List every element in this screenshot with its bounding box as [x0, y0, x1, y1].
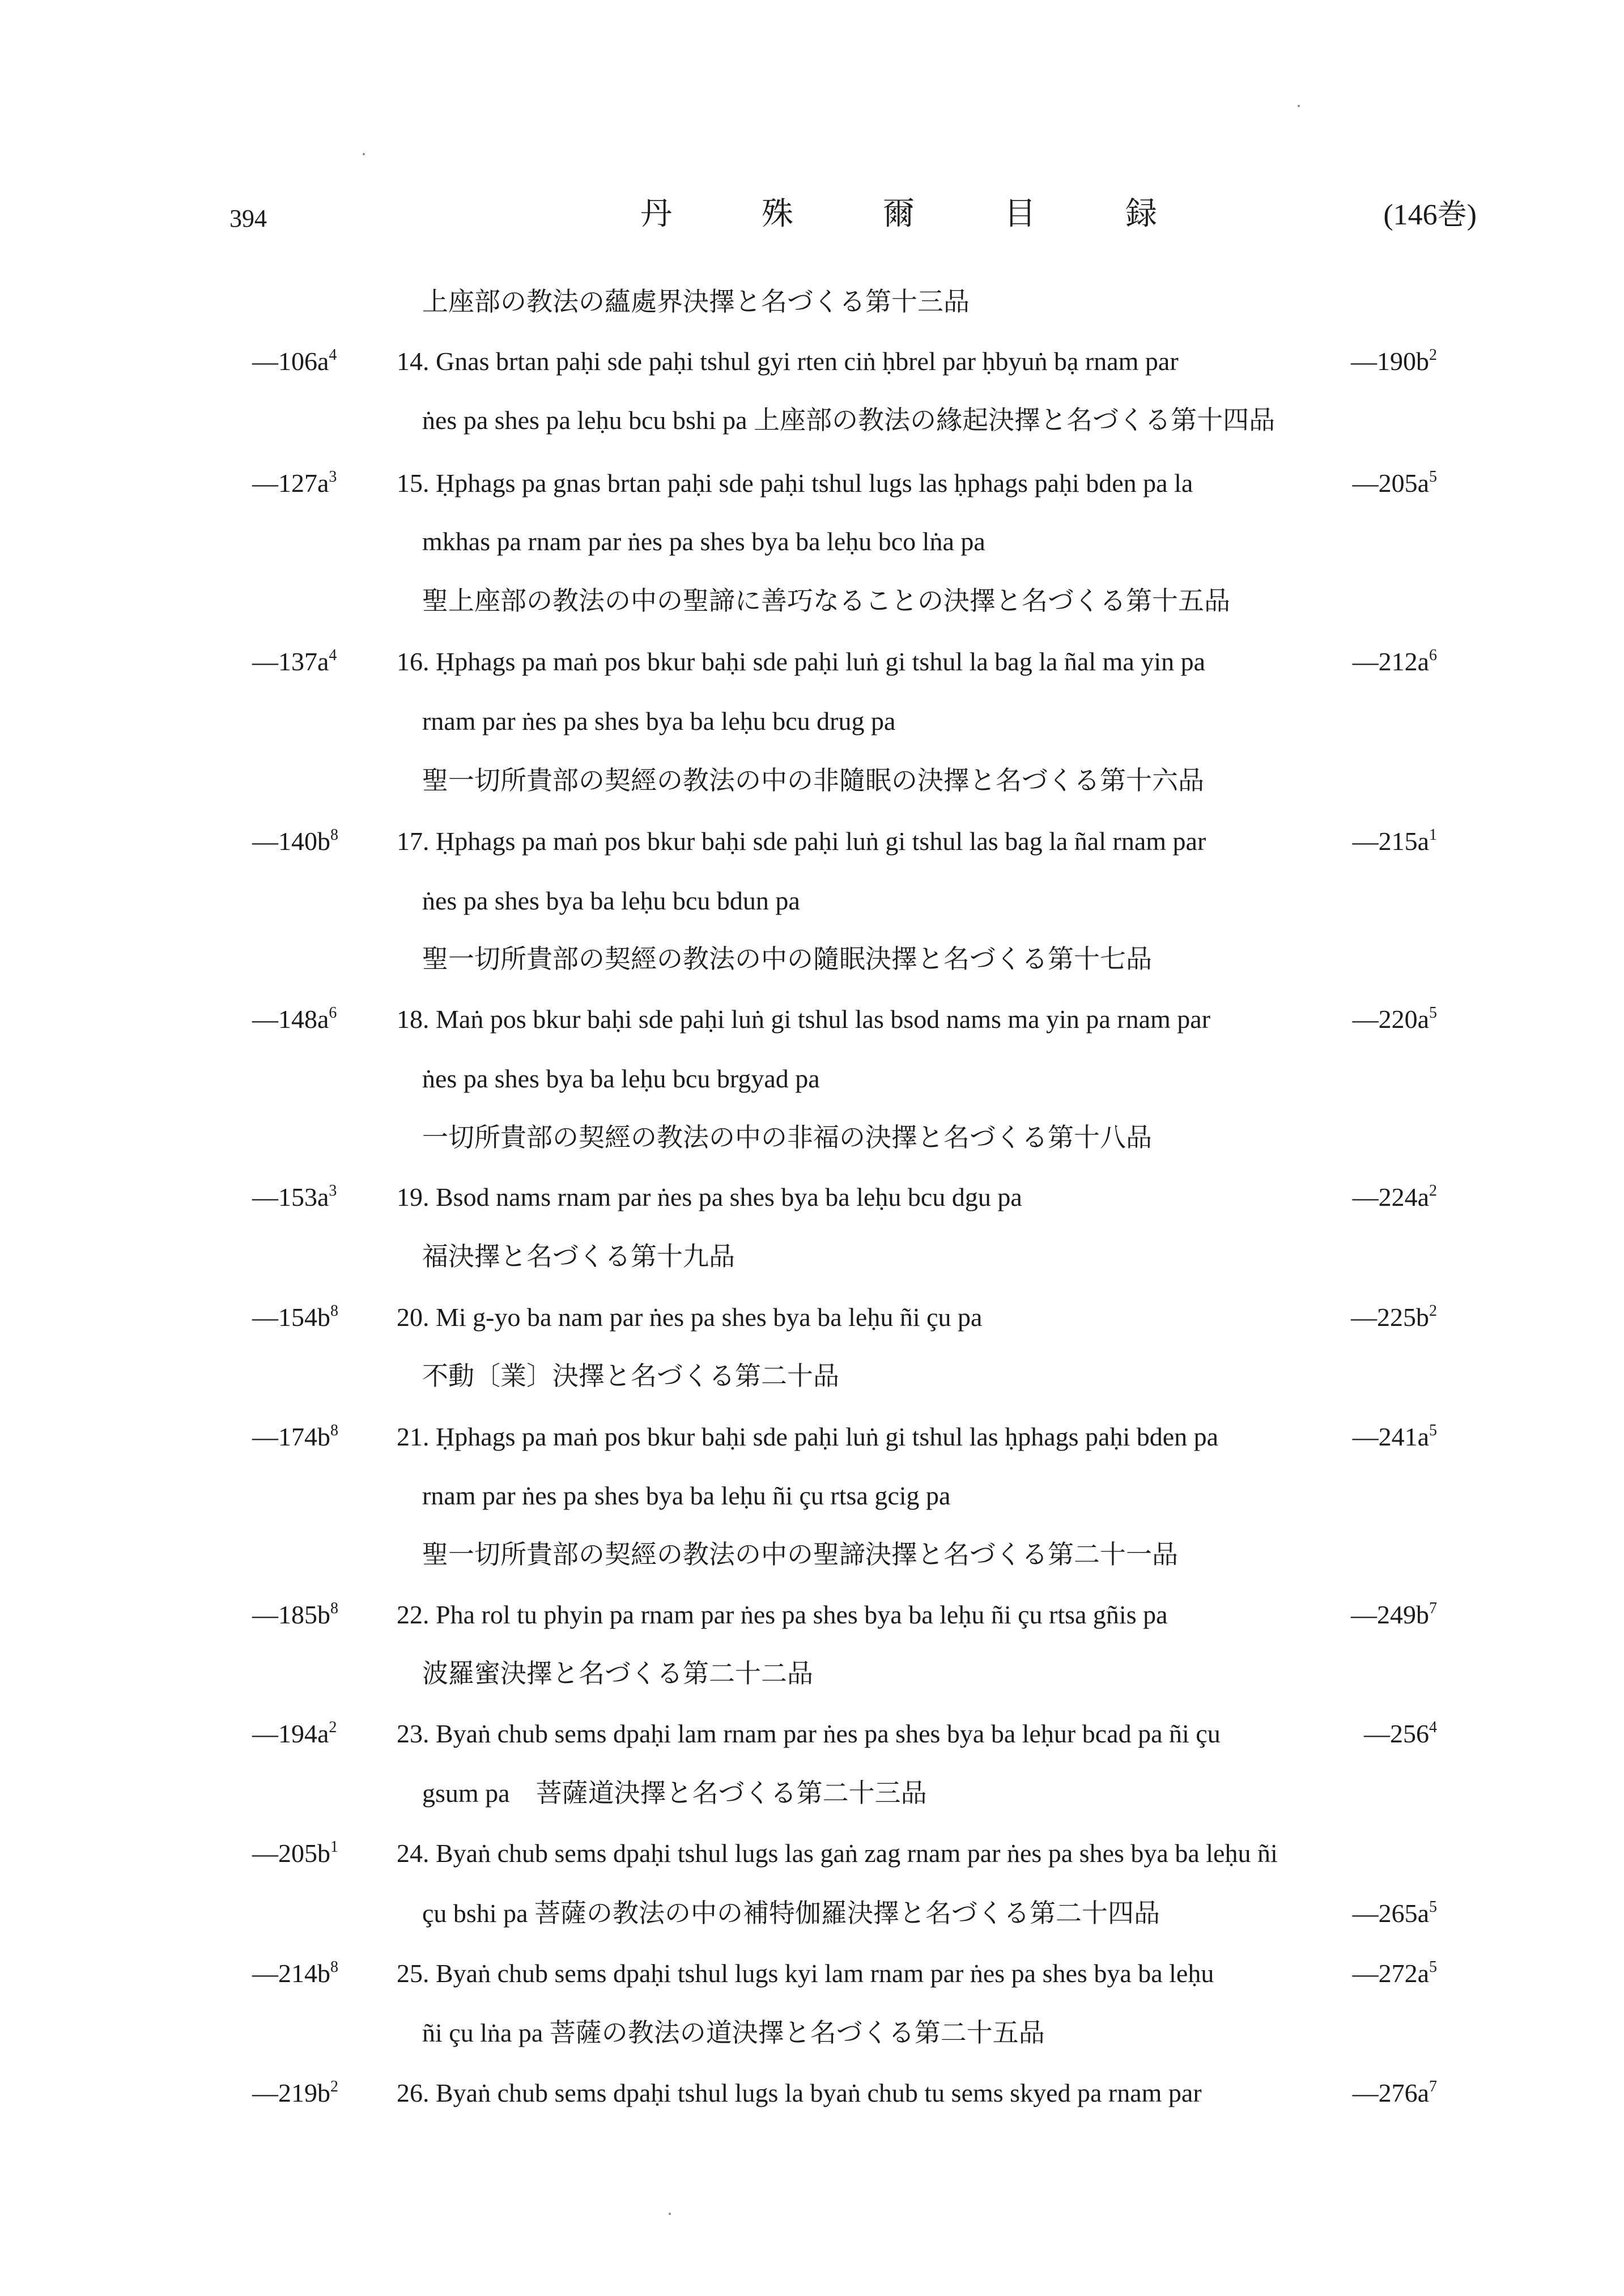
right-folio-ref: $—272a^5$	[1352, 1958, 1437, 1988]
catalog-line: ñi çu lṅa pa 菩薩の教法の道決擇と名づくる第二十五品	[422, 2018, 1045, 2047]
catalog-entry: 23. Byaṅ chub sems dpaḥi lam rnam par ṅes pa shes bya ba leḥur bcad pa ñi çu	[397, 1719, 1221, 1748]
left-folio-ref: $—205b^1$	[252, 1838, 338, 1868]
left-folio-ref: $—148a^6$	[252, 1004, 337, 1034]
right-folio-ref: $—265a^5$	[1352, 1898, 1437, 1928]
catalog-entry: 19. Bsod nams rnam par ṅes pa shes bya ba leḥu bcu dgu pa	[397, 1183, 1022, 1211]
right-folio-ref: $—241a^5$	[1352, 1422, 1437, 1451]
scan-speck	[363, 153, 365, 155]
page-number: 394	[229, 205, 267, 232]
right-folio-ref: $—212a^6$	[1352, 647, 1437, 676]
running-title: 丹 殊 爾 目 録	[640, 197, 1198, 232]
catalog-line: mkhas pa rnam par ṅes pa shes bya ba leḥu bco lṅa pa	[422, 527, 985, 556]
left-folio-ref: $—174b^8$	[252, 1422, 338, 1451]
catalog-entry: 24. Byaṅ chub sems dpaḥi tshul lugs las gaṅ zag rnam par ṅes pa shes bya ba leḥu ñi	[397, 1839, 1278, 1868]
catalog-line: rnam par ṅes pa shes bya ba leḥu bcu drug pa	[422, 707, 896, 735]
catalog-line: ṅes pa shes pa leḥu bcu bshi pa 上座部の教法の緣起決擇と名づくる第十四品	[422, 406, 1276, 435]
catalog-line: rnam par ṅes pa shes bya ba leḥu ñi çu rtsa gcig pa	[422, 1481, 951, 1510]
catalog-line: ṅes pa shes bya ba leḥu bcu bdun pa	[422, 886, 800, 915]
catalog-line: 一切所貴部の契經の教法の中の非福の決擇と名づくる第十八品	[422, 1123, 1152, 1152]
catalog-entry: 21. Ḥphags pa maṅ pos bkur baḥi sde paḥi luṅ gi tshul las ḥphags paḥi bden pa	[397, 1422, 1219, 1451]
right-folio-ref: $—249b^7$	[1351, 1600, 1437, 1629]
catalog-line: 聖上座部の教法の中の聖諦に善巧なることの決擇と名づくる第十五品	[422, 586, 1230, 615]
catalog-entry: 20. Mi g-yo ba nam par ṅes pa shes bya ba leḥu ñi çu pa	[397, 1303, 983, 1332]
catalog-line: 聖一切所貴部の契經の教法の中の非隨眠の決擇と名づくる第十六品	[422, 766, 1204, 795]
catalog-line: 聖一切所貴部の契經の教法の中の隨眠決擇と名づくる第十七品	[422, 945, 1152, 973]
catalog-line: 不動〔業〕決擇と名づくる第二十品	[422, 1362, 839, 1391]
right-folio-ref: $—220a^5$	[1352, 1004, 1437, 1034]
right-folio-ref: $—224a^2$	[1352, 1182, 1437, 1211]
catalog-line: 上座部の教法の蘊處界決擇と名づくる第十三品	[422, 287, 970, 316]
left-folio-ref: $—194a^2$	[252, 1719, 337, 1748]
right-folio-ref: $—190b^2$	[1351, 346, 1437, 376]
volume-label: (146巻)	[1383, 199, 1477, 231]
right-folio-ref: $—225b^2$	[1351, 1302, 1437, 1332]
left-folio-ref: $—127a^3$	[252, 468, 337, 498]
left-folio-ref: $—219b^2$	[252, 2078, 338, 2107]
catalog-entry: 14. Gnas brtan paḥi sde paḥi tshul gyi rten ciṅ ḥbrel par ḥbyuṅ bạ rnam par	[397, 347, 1179, 376]
catalog-entry: 26. Byaṅ chub sems dpaḥi tshul lugs la byaṅ chub tu sems skyed pa rnam par	[397, 2078, 1202, 2107]
catalog-entry: 18. Maṅ pos bkur baḥi sde paḥi luṅ gi tshul las bsod nams ma yin pa rnam par	[397, 1005, 1211, 1034]
catalog-line: çu bshi pa 菩薩の教法の中の補特伽羅決擇と名づくる第二十四品	[422, 1899, 1160, 1928]
left-folio-ref: $—154b^8$	[252, 1302, 338, 1332]
right-folio-ref: $—256^4$	[1364, 1719, 1437, 1748]
left-folio-ref: $—214b^8$	[252, 1958, 338, 1988]
catalog-entry: 22. Pha rol tu phyin pa rnam par ṅes pa shes bya ba leḥu ñi çu rtsa gñis pa	[397, 1600, 1168, 1629]
left-folio-ref: $—106a^4$	[252, 346, 337, 376]
right-folio-ref: $—215a^1$	[1352, 826, 1437, 856]
catalog-line: 福決擇と名づくる第十九品	[422, 1242, 735, 1271]
left-folio-ref: $—140b^8$	[252, 826, 338, 856]
scan-speck	[1298, 105, 1300, 107]
catalog-entry: 16. Ḥphags pa maṅ pos bkur baḥi sde paḥi luṅ gi tshul la bag la ñal ma yin pa	[397, 647, 1206, 676]
catalog-line: 波羅蜜決擇と名づくる第二十二品	[422, 1659, 813, 1688]
scan-speck	[669, 2213, 671, 2215]
catalog-line: ṅes pa shes bya ba leḥu bcu brgyad pa	[422, 1064, 820, 1093]
left-folio-ref: $—185b^8$	[252, 1600, 338, 1629]
catalog-entry: 17. Ḥphags pa maṅ pos bkur baḥi sde paḥi luṅ gi tshul las bag la ñal rnam par	[397, 827, 1206, 856]
catalog-line: 聖一切所貴部の契經の教法の中の聖諦決擇と名づくる第二十一品	[422, 1540, 1178, 1569]
left-folio-ref: $—137a^4$	[252, 647, 337, 676]
catalog-entry: 15. Ḥphags pa gnas brtan paḥi sde paḥi tshul lugs las ḥphags paḥi bden pa la	[397, 469, 1193, 498]
right-folio-ref: $—276a^7$	[1352, 2078, 1437, 2107]
catalog-line: gsum pa 菩薩道決擇と名づくる第二十三品	[422, 1779, 927, 1808]
left-folio-ref: $—153a^3$	[252, 1182, 337, 1211]
catalog-entry: 25. Byaṅ chub sems dpaḥi tshul lugs kyi lam rnam par ṅes pa shes bya ba leḥu	[397, 1959, 1214, 1988]
right-folio-ref: $—205a^5$	[1352, 468, 1437, 498]
